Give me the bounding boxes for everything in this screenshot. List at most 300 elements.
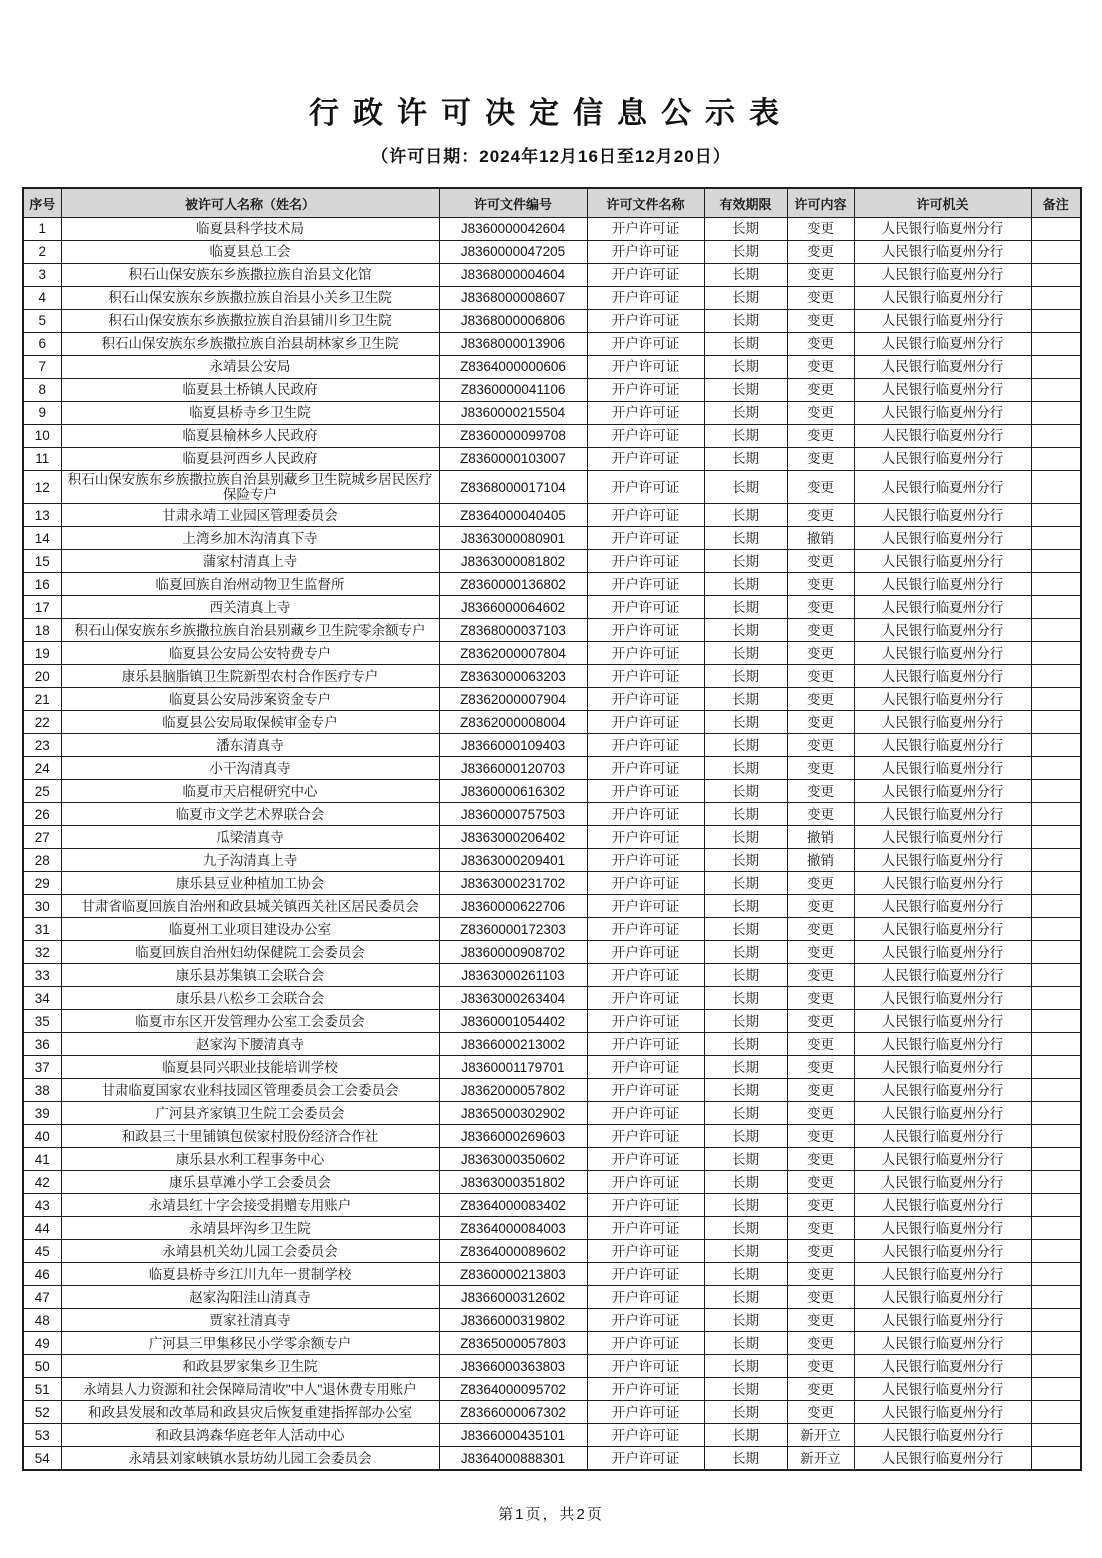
table-cell-name: 临夏县总工会 xyxy=(61,241,439,264)
table-cell-name: 康乐县苏集镇工会联合会 xyxy=(61,964,439,987)
table-cell-content: 变更 xyxy=(787,895,854,918)
table-cell-name: 上湾乡加木沟清真下寺 xyxy=(61,527,439,550)
table-cell-authority: 人民银行临夏州分行 xyxy=(854,448,1031,471)
table-cell-authority: 人民银行临夏州分行 xyxy=(854,642,1031,665)
table-cell-content: 撤销 xyxy=(787,849,854,872)
table-cell-content: 变更 xyxy=(787,1125,854,1148)
table-cell-name: 临夏县科学技术局 xyxy=(61,218,439,241)
table-cell-doc-name: 开户许可证 xyxy=(587,780,704,803)
table-cell-doc-name: 开户许可证 xyxy=(587,1332,704,1355)
table-cell-no: 24 xyxy=(23,757,61,780)
table-header-row xyxy=(23,188,1081,218)
table-row xyxy=(23,1010,1081,1033)
table-cell-validity: 长期 xyxy=(704,665,787,688)
table-cell-remark xyxy=(1031,1378,1081,1401)
table-cell-doc-no: J8363000263404 xyxy=(439,987,587,1010)
table-cell-no: 39 xyxy=(23,1102,61,1125)
table-row xyxy=(23,310,1081,333)
table-cell-remark xyxy=(1031,941,1081,964)
table-cell-doc-no: J8366000213002 xyxy=(439,1033,587,1056)
table-cell-remark xyxy=(1031,1240,1081,1263)
table-cell-doc-no: J8363000351802 xyxy=(439,1171,587,1194)
table-row xyxy=(23,1125,1081,1148)
table-cell-name: 永靖县刘家峡镇水景坊幼儿园工会委员会 xyxy=(61,1447,439,1471)
table-cell-validity: 长期 xyxy=(704,1240,787,1263)
table-cell-content: 变更 xyxy=(787,1263,854,1286)
table-cell-no: 53 xyxy=(23,1424,61,1447)
table-cell-remark xyxy=(1031,471,1081,504)
table-cell-authority: 人民银行临夏州分行 xyxy=(854,941,1031,964)
table-cell-no: 17 xyxy=(23,596,61,619)
table-row xyxy=(23,803,1081,826)
table-cell-validity: 长期 xyxy=(704,780,787,803)
table-cell-no: 10 xyxy=(23,425,61,448)
table-cell-doc-name: 开户许可证 xyxy=(587,803,704,826)
table-cell-doc-no: Z8362000007804 xyxy=(439,642,587,665)
table-cell-validity: 长期 xyxy=(704,688,787,711)
table-cell-doc-name: 开户许可证 xyxy=(587,1125,704,1148)
table-cell-no: 2 xyxy=(23,241,61,264)
table-cell-doc-name: 开户许可证 xyxy=(587,1033,704,1056)
table-row xyxy=(23,1378,1081,1401)
table-cell-doc-no: J8366000120703 xyxy=(439,757,587,780)
table-row xyxy=(23,1240,1081,1263)
table-cell-doc-name: 开户许可证 xyxy=(587,757,704,780)
table-cell-validity: 长期 xyxy=(704,918,787,941)
table-cell-name: 积石山保安族东乡族撒拉族自治县别藏乡卫生院零余额专户 xyxy=(61,619,439,642)
table-cell-doc-name: 开户许可证 xyxy=(587,941,704,964)
table-row xyxy=(23,402,1081,425)
table-cell-remark xyxy=(1031,895,1081,918)
table-cell-no: 9 xyxy=(23,402,61,425)
table-cell-doc-no: J8363000081802 xyxy=(439,550,587,573)
table-cell-no: 36 xyxy=(23,1033,61,1056)
table-cell-doc-no: Z8368000017104 xyxy=(439,471,587,504)
table-cell-authority: 人民银行临夏州分行 xyxy=(854,918,1031,941)
table-cell-validity: 长期 xyxy=(704,218,787,241)
table-row xyxy=(23,356,1081,379)
table-cell-content: 变更 xyxy=(787,471,854,504)
table-cell-name: 积石山保安族东乡族撒拉族自治县胡林家乡卫生院 xyxy=(61,333,439,356)
table-cell-doc-name: 开户许可证 xyxy=(587,1401,704,1424)
header-validity: 有效期限 xyxy=(704,188,787,218)
table-cell-validity: 长期 xyxy=(704,550,787,573)
table-row xyxy=(23,826,1081,849)
table-cell-authority: 人民银行临夏州分行 xyxy=(854,987,1031,1010)
table-cell-no: 30 xyxy=(23,895,61,918)
table-cell-name: 赵家沟阳洼山清真寺 xyxy=(61,1286,439,1309)
table-cell-doc-name: 开户许可证 xyxy=(587,964,704,987)
table-cell-name: 临夏回族自治州动物卫生监督所 xyxy=(61,573,439,596)
table-cell-content: 变更 xyxy=(787,310,854,333)
table-cell-doc-name: 开户许可证 xyxy=(587,688,704,711)
table-cell-name: 潘东清真寺 xyxy=(61,734,439,757)
table-cell-no: 52 xyxy=(23,1401,61,1424)
table-row xyxy=(23,550,1081,573)
table-cell-validity: 长期 xyxy=(704,1217,787,1240)
table-cell-content: 变更 xyxy=(787,1010,854,1033)
table-row xyxy=(23,1033,1081,1056)
table-row xyxy=(23,780,1081,803)
table-cell-doc-no: J8366000109403 xyxy=(439,734,587,757)
table-cell-remark xyxy=(1031,757,1081,780)
table-cell-authority: 人民银行临夏州分行 xyxy=(854,1217,1031,1240)
table-cell-name: 蒲家村清真上寺 xyxy=(61,550,439,573)
table-cell-remark xyxy=(1031,987,1081,1010)
table-cell-doc-no: Z8368000037103 xyxy=(439,619,587,642)
table-cell-content: 变更 xyxy=(787,918,854,941)
table-cell-no: 11 xyxy=(23,448,61,471)
table-cell-content: 变更 xyxy=(787,688,854,711)
table-row xyxy=(23,1332,1081,1355)
table-cell-no: 26 xyxy=(23,803,61,826)
table-cell-validity: 长期 xyxy=(704,1171,787,1194)
table-cell-no: 54 xyxy=(23,1447,61,1471)
table-row xyxy=(23,1102,1081,1125)
header-remark: 备注 xyxy=(1031,188,1081,218)
table-row xyxy=(23,918,1081,941)
table-cell-remark xyxy=(1031,241,1081,264)
table-cell-doc-no: Z8360000213803 xyxy=(439,1263,587,1286)
table-cell-doc-name: 开户许可证 xyxy=(587,527,704,550)
table-cell-authority: 人民银行临夏州分行 xyxy=(854,264,1031,287)
table-cell-authority: 人民银行临夏州分行 xyxy=(854,471,1031,504)
table-cell-doc-name: 开户许可证 xyxy=(587,1309,704,1332)
table-cell-remark xyxy=(1031,803,1081,826)
table-cell-name: 临夏县公安局公安特费专户 xyxy=(61,642,439,665)
table-body xyxy=(23,218,1081,1471)
table-cell-remark xyxy=(1031,287,1081,310)
table-cell-no: 31 xyxy=(23,918,61,941)
table-cell-name: 广河县三甲集移民小学零余额专户 xyxy=(61,1332,439,1355)
table-cell-doc-name: 开户许可证 xyxy=(587,1148,704,1171)
table-cell-doc-no: Z8365000057803 xyxy=(439,1332,587,1355)
table-cell-name: 贾家社清真寺 xyxy=(61,1309,439,1332)
table-cell-validity: 长期 xyxy=(704,1263,787,1286)
table-cell-content: 变更 xyxy=(787,356,854,379)
table-cell-no: 46 xyxy=(23,1263,61,1286)
page-number-footer: 第1页，共2页 xyxy=(498,1506,604,1524)
table-cell-doc-name: 开户许可证 xyxy=(587,218,704,241)
table-cell-content: 变更 xyxy=(787,264,854,287)
table-cell-no: 38 xyxy=(23,1079,61,1102)
table-cell-authority: 人民银行临夏州分行 xyxy=(854,1033,1031,1056)
table-cell-content: 变更 xyxy=(787,333,854,356)
table-cell-validity: 长期 xyxy=(704,826,787,849)
table-cell-no: 25 xyxy=(23,780,61,803)
header-doc-name: 许可文件名称 xyxy=(587,188,704,218)
table-cell-no: 50 xyxy=(23,1355,61,1378)
table-row xyxy=(23,642,1081,665)
table-cell-authority: 人民银行临夏州分行 xyxy=(854,1309,1031,1332)
table-cell-authority: 人民银行临夏州分行 xyxy=(854,573,1031,596)
table-cell-validity: 长期 xyxy=(704,1401,787,1424)
table-cell-authority: 人民银行临夏州分行 xyxy=(854,1286,1031,1309)
table-cell-remark xyxy=(1031,688,1081,711)
table-row xyxy=(23,1263,1081,1286)
table-cell-name: 和政县罗家集乡卫生院 xyxy=(61,1355,439,1378)
table-cell-validity: 长期 xyxy=(704,356,787,379)
table-cell-content: 变更 xyxy=(787,964,854,987)
table-row xyxy=(23,379,1081,402)
table-cell-validity: 长期 xyxy=(704,310,787,333)
table-cell-validity: 长期 xyxy=(704,471,787,504)
table-cell-doc-name: 开户许可证 xyxy=(587,310,704,333)
table-cell-validity: 长期 xyxy=(704,849,787,872)
table-cell-no: 34 xyxy=(23,987,61,1010)
table-cell-name: 临夏回族自治州妇幼保健院工会委员会 xyxy=(61,941,439,964)
table-cell-doc-name: 开户许可证 xyxy=(587,504,704,527)
table-cell-no: 51 xyxy=(23,1378,61,1401)
table-row xyxy=(23,987,1081,1010)
table-row xyxy=(23,688,1081,711)
table-cell-validity: 长期 xyxy=(704,941,787,964)
table-cell-validity: 长期 xyxy=(704,711,787,734)
table-cell-no: 23 xyxy=(23,734,61,757)
table-cell-doc-no: J8368000004604 xyxy=(439,264,587,287)
table-row xyxy=(23,1355,1081,1378)
table-cell-authority: 人民银行临夏州分行 xyxy=(854,425,1031,448)
table-cell-no: 18 xyxy=(23,619,61,642)
table-cell-content: 变更 xyxy=(787,1194,854,1217)
table-cell-doc-name: 开户许可证 xyxy=(587,1010,704,1033)
table-cell-validity: 长期 xyxy=(704,1378,787,1401)
table-cell-remark xyxy=(1031,573,1081,596)
table-row xyxy=(23,287,1081,310)
table-cell-no: 6 xyxy=(23,333,61,356)
table-cell-doc-no: Z8360000099708 xyxy=(439,425,587,448)
table-cell-content: 变更 xyxy=(787,872,854,895)
table-cell-doc-name: 开户许可证 xyxy=(587,711,704,734)
table-cell-remark xyxy=(1031,1217,1081,1240)
table-cell-no: 41 xyxy=(23,1148,61,1171)
table-row xyxy=(23,1171,1081,1194)
table-cell-validity: 长期 xyxy=(704,1286,787,1309)
table-cell-name: 康乐县八松乡工会联合会 xyxy=(61,987,439,1010)
table-cell-authority: 人民银行临夏州分行 xyxy=(854,1079,1031,1102)
table-cell-authority: 人民银行临夏州分行 xyxy=(854,1125,1031,1148)
table-row xyxy=(23,895,1081,918)
table-cell-authority: 人民银行临夏州分行 xyxy=(854,287,1031,310)
table-cell-content: 变更 xyxy=(787,1171,854,1194)
table-cell-name: 临夏县公安局涉案资金专户 xyxy=(61,688,439,711)
table-cell-content: 变更 xyxy=(787,550,854,573)
table-cell-doc-no: Z8364000084003 xyxy=(439,1217,587,1240)
table-cell-content: 撤销 xyxy=(787,826,854,849)
table-cell-validity: 长期 xyxy=(704,1332,787,1355)
table-cell-remark xyxy=(1031,711,1081,734)
table-cell-no: 42 xyxy=(23,1171,61,1194)
table-cell-no: 19 xyxy=(23,642,61,665)
table-cell-validity: 长期 xyxy=(704,596,787,619)
table-cell-content: 变更 xyxy=(787,379,854,402)
table-cell-validity: 长期 xyxy=(704,642,787,665)
table-row xyxy=(23,264,1081,287)
table-cell-doc-no: J8360000215504 xyxy=(439,402,587,425)
table-cell-content: 变更 xyxy=(787,1240,854,1263)
table-cell-authority: 人民银行临夏州分行 xyxy=(854,504,1031,527)
table-cell-content: 变更 xyxy=(787,596,854,619)
table-row xyxy=(23,734,1081,757)
table-cell-doc-name: 开户许可证 xyxy=(587,826,704,849)
table-cell-doc-name: 开户许可证 xyxy=(587,550,704,573)
table-cell-name: 和政县鸿森华庭老年人活动中心 xyxy=(61,1424,439,1447)
table-cell-name: 赵家沟下腰清真寺 xyxy=(61,1033,439,1056)
table-cell-content: 撤销 xyxy=(787,527,854,550)
table-cell-no: 32 xyxy=(23,941,61,964)
table-cell-doc-no: J8366000319802 xyxy=(439,1309,587,1332)
table-cell-no: 8 xyxy=(23,379,61,402)
table-cell-doc-no: J8365000302902 xyxy=(439,1102,587,1125)
table-cell-doc-name: 开户许可证 xyxy=(587,425,704,448)
table-row xyxy=(23,1148,1081,1171)
table-cell-authority: 人民银行临夏州分行 xyxy=(854,596,1031,619)
table-cell-remark xyxy=(1031,333,1081,356)
table-cell-doc-name: 开户许可证 xyxy=(587,1378,704,1401)
table-cell-validity: 长期 xyxy=(704,872,787,895)
table-cell-authority: 人民银行临夏州分行 xyxy=(854,849,1031,872)
table-cell-remark xyxy=(1031,1079,1081,1102)
table-cell-doc-name: 开户许可证 xyxy=(587,665,704,688)
table-cell-remark xyxy=(1031,1424,1081,1447)
table-cell-doc-no: Z8364000040405 xyxy=(439,504,587,527)
table-cell-authority: 人民银行临夏州分行 xyxy=(854,310,1031,333)
table-cell-validity: 长期 xyxy=(704,1079,787,1102)
table-cell-remark xyxy=(1031,264,1081,287)
table-cell-doc-no: Z8362000008004 xyxy=(439,711,587,734)
table-cell-doc-name: 开户许可证 xyxy=(587,1424,704,1447)
table-cell-validity: 长期 xyxy=(704,803,787,826)
table-cell-no: 15 xyxy=(23,550,61,573)
table-cell-content: 变更 xyxy=(787,504,854,527)
table-cell-doc-no: J8363000231702 xyxy=(439,872,587,895)
table-cell-validity: 长期 xyxy=(704,1125,787,1148)
table-cell-doc-no: J8366000064602 xyxy=(439,596,587,619)
table-cell-name: 甘肃永靖工业园区管理委员会 xyxy=(61,504,439,527)
table-cell-doc-no: J8363000350602 xyxy=(439,1148,587,1171)
table-cell-content: 变更 xyxy=(787,803,854,826)
table-cell-no: 37 xyxy=(23,1056,61,1079)
table-cell-doc-no: J8368000013906 xyxy=(439,333,587,356)
table-row xyxy=(23,1401,1081,1424)
table-cell-authority: 人民银行临夏州分行 xyxy=(854,241,1031,264)
page-subtitle: （许可日期：2024年12月16日至12月20日） xyxy=(371,147,731,166)
table-cell-doc-name: 开户许可证 xyxy=(587,379,704,402)
table-cell-remark xyxy=(1031,1332,1081,1355)
table-cell-content: 变更 xyxy=(787,1079,854,1102)
table-cell-doc-no: J8362000057802 xyxy=(439,1079,587,1102)
table-cell-name: 临夏县桥寺乡江川九年一贯制学校 xyxy=(61,1263,439,1286)
table-cell-no: 20 xyxy=(23,665,61,688)
table-cell-name: 永靖县人力资源和社会保障局清收"中人"退休费专用账户 xyxy=(61,1378,439,1401)
table-cell-content: 变更 xyxy=(787,780,854,803)
table-cell-doc-name: 开户许可证 xyxy=(587,287,704,310)
table-cell-content: 变更 xyxy=(787,619,854,642)
table-row xyxy=(23,1447,1081,1471)
table-cell-no: 29 xyxy=(23,872,61,895)
table-cell-doc-no: J8360000042604 xyxy=(439,218,587,241)
table-cell-no: 7 xyxy=(23,356,61,379)
table-row xyxy=(23,941,1081,964)
table-cell-doc-name: 开户许可证 xyxy=(587,1194,704,1217)
table-cell-remark xyxy=(1031,310,1081,333)
table-cell-remark xyxy=(1031,596,1081,619)
table-cell-doc-no: J8360000616302 xyxy=(439,780,587,803)
table-cell-no: 12 xyxy=(23,471,61,504)
table-cell-validity: 长期 xyxy=(704,504,787,527)
table-row xyxy=(23,1286,1081,1309)
table-cell-content: 变更 xyxy=(787,1033,854,1056)
table-cell-doc-name: 开户许可证 xyxy=(587,1355,704,1378)
table-cell-authority: 人民银行临夏州分行 xyxy=(854,964,1031,987)
table-cell-doc-name: 开户许可证 xyxy=(587,1263,704,1286)
table-cell-doc-no: Z8363000063203 xyxy=(439,665,587,688)
table-row xyxy=(23,241,1081,264)
table-cell-authority: 人民银行临夏州分行 xyxy=(854,1263,1031,1286)
table-cell-doc-no: Z8364000089602 xyxy=(439,1240,587,1263)
table-cell-doc-name: 开户许可证 xyxy=(587,241,704,264)
table-cell-authority: 人民银行临夏州分行 xyxy=(854,218,1031,241)
table-cell-name: 永靖县公安局 xyxy=(61,356,439,379)
table-row xyxy=(23,711,1081,734)
header-no: 序号 xyxy=(23,188,61,218)
table-cell-remark xyxy=(1031,218,1081,241)
table-row xyxy=(23,1056,1081,1079)
table-cell-authority: 人民银行临夏州分行 xyxy=(854,826,1031,849)
page-title: 行政许可决定信息公示表 xyxy=(309,97,793,130)
table-row xyxy=(23,757,1081,780)
table-cell-name: 临夏市天启棍研究中心 xyxy=(61,780,439,803)
table-cell-remark xyxy=(1031,918,1081,941)
table-header xyxy=(23,188,1081,218)
table-cell-authority: 人民银行临夏州分行 xyxy=(854,688,1031,711)
table-cell-doc-name: 开户许可证 xyxy=(587,619,704,642)
table-row xyxy=(23,333,1081,356)
table-cell-name: 和政县三十里铺镇包侯家村股份经济合作社 xyxy=(61,1125,439,1148)
table-row xyxy=(23,596,1081,619)
table-cell-validity: 长期 xyxy=(704,734,787,757)
table-cell-authority: 人民银行临夏州分行 xyxy=(854,780,1031,803)
table-cell-no: 44 xyxy=(23,1217,61,1240)
table-cell-name: 康乐县豆业种植加工协会 xyxy=(61,872,439,895)
table-cell-no: 40 xyxy=(23,1125,61,1148)
table-cell-doc-no: J8360000757503 xyxy=(439,803,587,826)
table-cell-validity: 长期 xyxy=(704,402,787,425)
table-cell-doc-name: 开户许可证 xyxy=(587,1240,704,1263)
table-cell-content: 变更 xyxy=(787,448,854,471)
table-row xyxy=(23,1194,1081,1217)
table-cell-remark xyxy=(1031,402,1081,425)
table-cell-doc-name: 开户许可证 xyxy=(587,573,704,596)
table-cell-name: 康乐县脑脂镇卫生院新型农村合作医疗专户 xyxy=(61,665,439,688)
table-cell-validity: 长期 xyxy=(704,527,787,550)
table-cell-name: 永靖县坪沟乡卫生院 xyxy=(61,1217,439,1240)
table-cell-remark xyxy=(1031,1194,1081,1217)
table-cell-content: 变更 xyxy=(787,711,854,734)
table-cell-content: 变更 xyxy=(787,1378,854,1401)
table-cell-remark xyxy=(1031,642,1081,665)
table-cell-content: 变更 xyxy=(787,218,854,241)
table-cell-authority: 人民银行临夏州分行 xyxy=(854,1424,1031,1447)
table-cell-doc-no: Z8360000103007 xyxy=(439,448,587,471)
table-cell-remark xyxy=(1031,1056,1081,1079)
table-cell-remark xyxy=(1031,872,1081,895)
table-cell-no: 14 xyxy=(23,527,61,550)
table-cell-content: 变更 xyxy=(787,665,854,688)
table-cell-no: 13 xyxy=(23,504,61,527)
table-cell-authority: 人民银行临夏州分行 xyxy=(854,665,1031,688)
table-cell-validity: 长期 xyxy=(704,241,787,264)
